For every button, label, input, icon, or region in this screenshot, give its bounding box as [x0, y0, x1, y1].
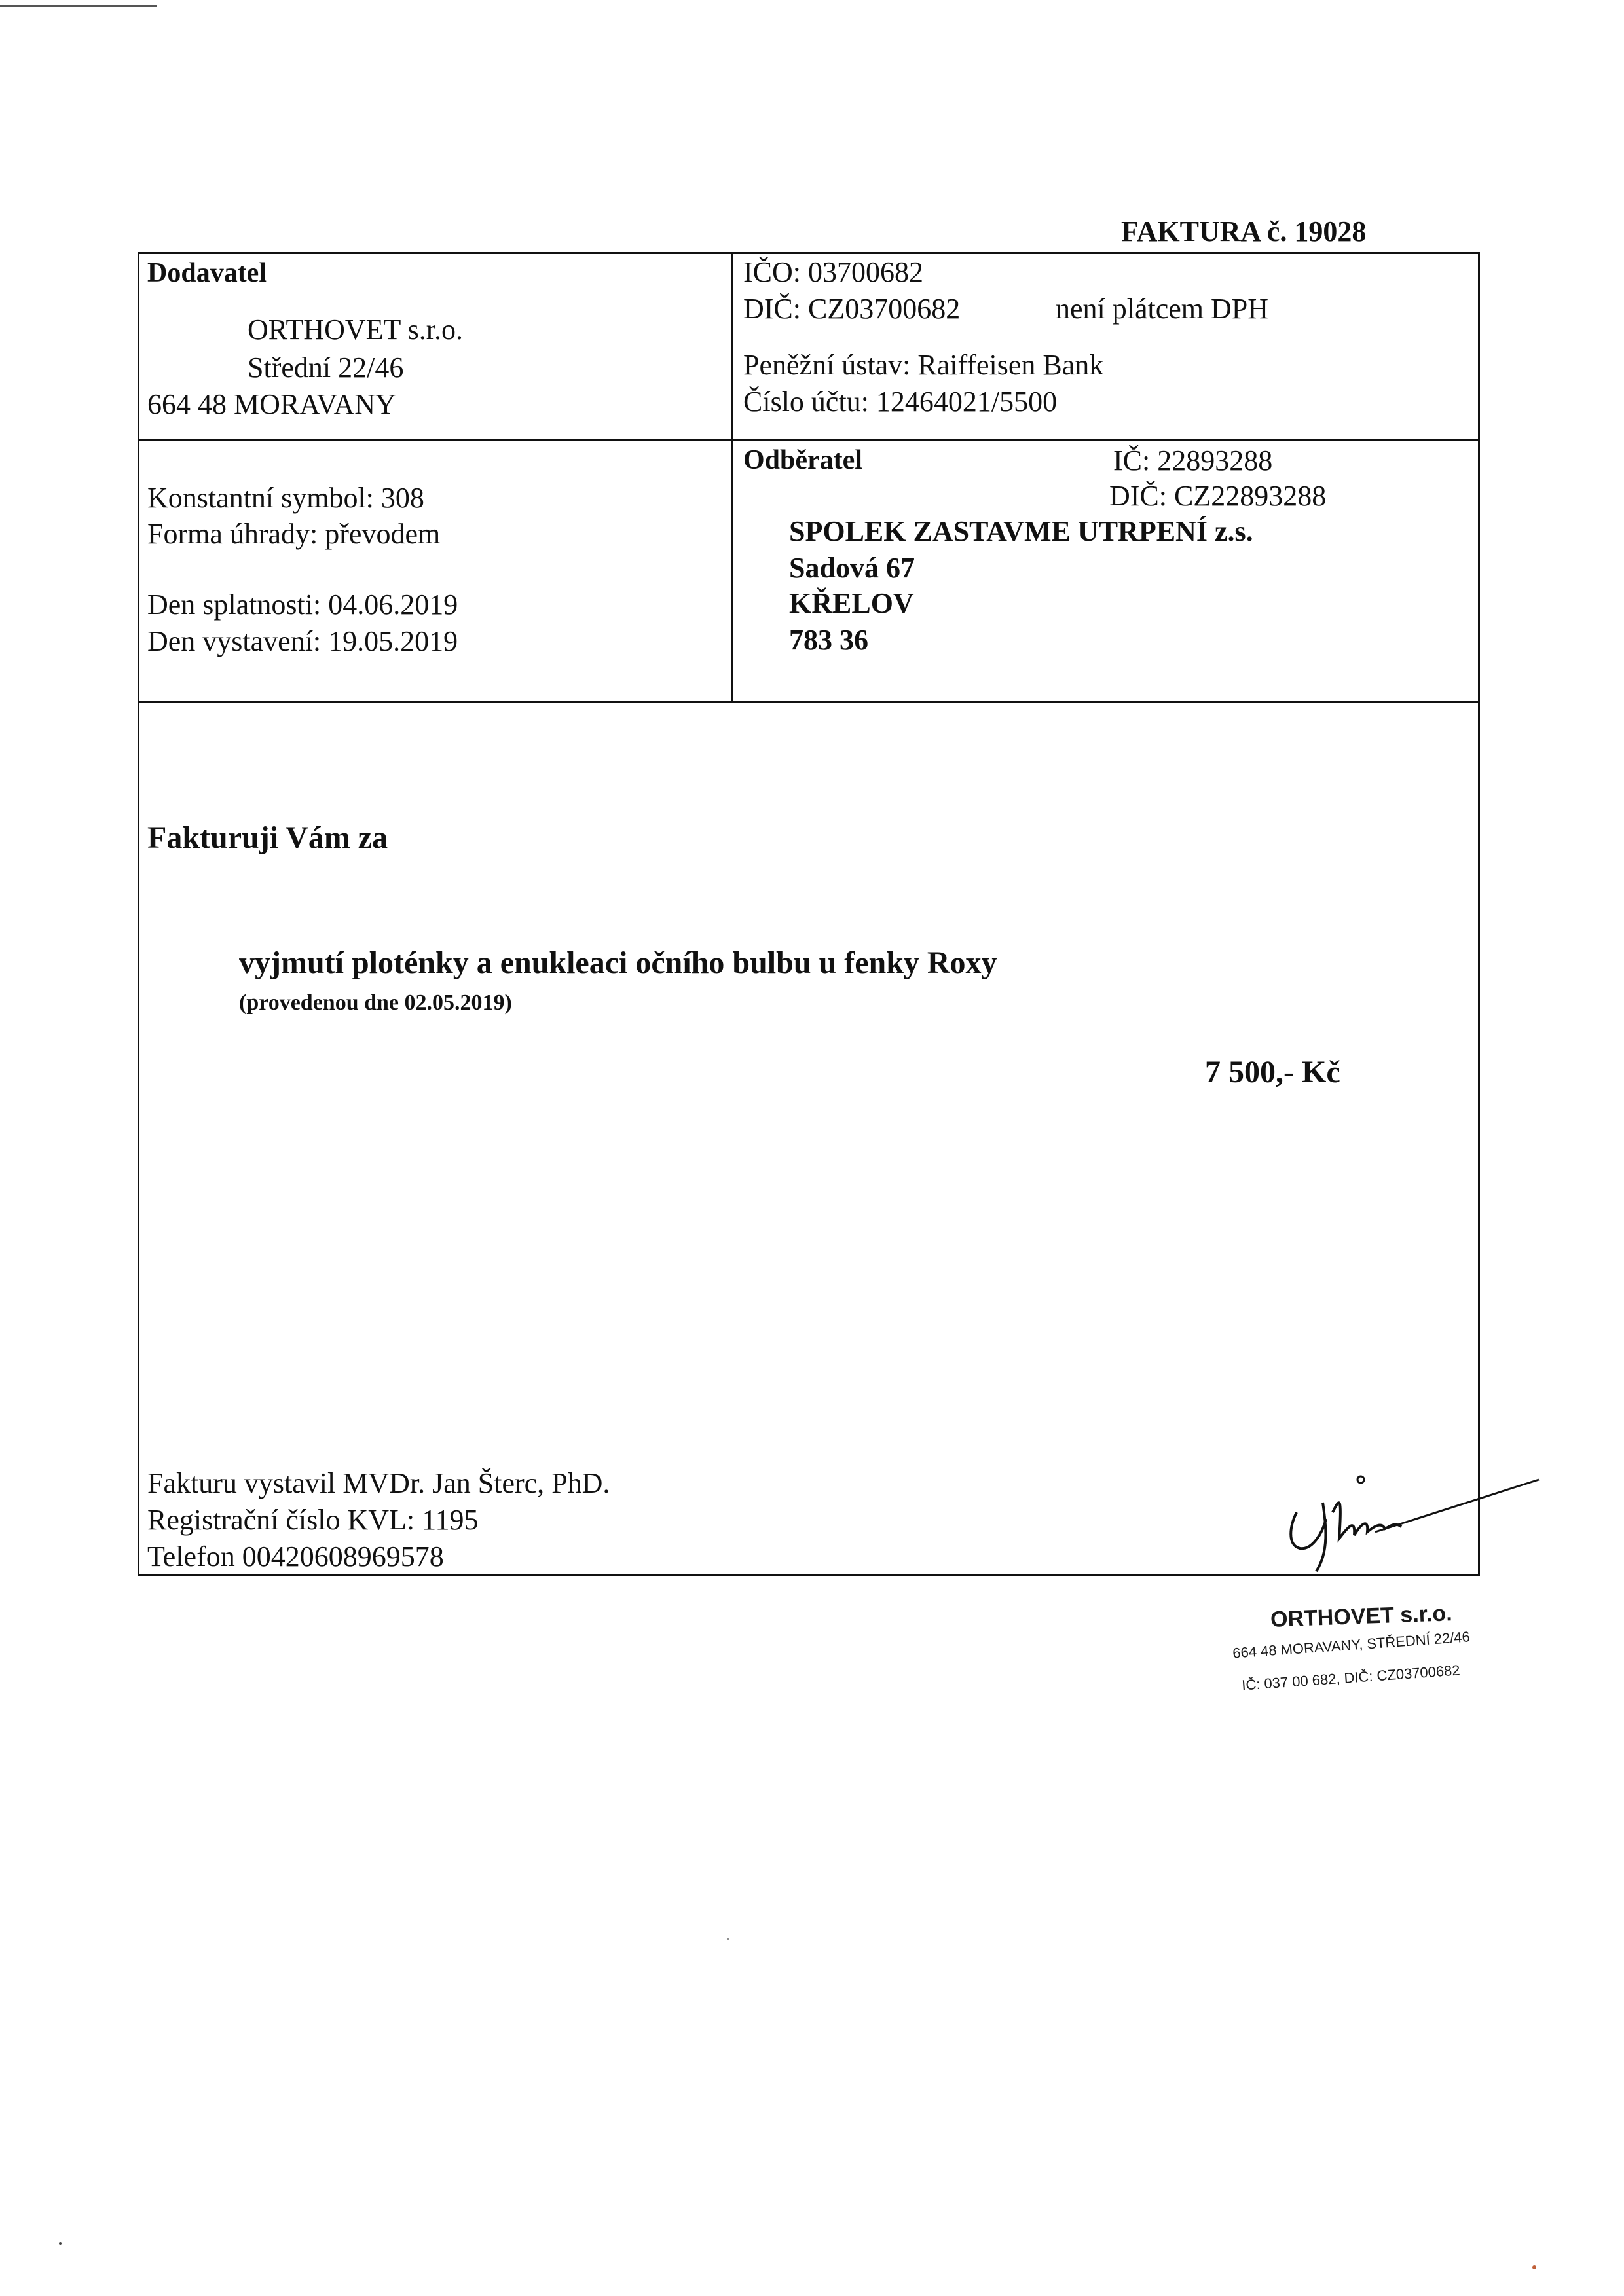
row-divider-1 [138, 439, 1480, 441]
supplier-city: 664 48 MORAVANY [147, 388, 396, 420]
due-date: Den splatnosti: 04.06.2019 [147, 589, 458, 621]
supplier-heading: Dodavatel [147, 258, 267, 288]
account-number: Číslo účtu: 12464021/5500 [743, 386, 1058, 418]
row-divider-2 [138, 701, 1480, 703]
scan-speck [1532, 2265, 1536, 2269]
customer-name: SPOLEK ZASTAVME UTRPENÍ z.s. [789, 515, 1253, 547]
signature-image [1277, 1467, 1552, 1584]
scan-speck [59, 2242, 62, 2245]
supplier-street: Střední 22/46 [248, 352, 404, 384]
column-divider [731, 252, 733, 702]
issued-by: Fakturu vystavil MVDr. Jan Šterc, PhD. [147, 1467, 610, 1499]
vat-note: není plátcem DPH [1056, 293, 1269, 325]
invoice-title: FAKTURA č. 19028 [1121, 215, 1367, 247]
customer-zip: 783 36 [789, 624, 868, 656]
issue-date: Den vystavení: 19.05.2019 [147, 625, 458, 657]
phone: Telefon 00420608969578 [147, 1540, 444, 1573]
bank-name: Peněžní ústav: Raiffeisen Bank [743, 349, 1104, 381]
scan-edge-line [0, 5, 157, 7]
customer-city: KŘELOV [789, 587, 914, 619]
stamp-address: 664 48 MORAVANY, STŘEDNÍ 22/46 [1232, 1628, 1471, 1662]
customer-ic: IČ: 22893288 [1113, 445, 1273, 477]
constant-symbol: Konstantní symbol: 308 [147, 482, 424, 514]
scan-speck [727, 1938, 729, 1940]
customer-heading: Odběratel [743, 445, 862, 475]
supplier-dic: DIČ: CZ03700682 [743, 293, 961, 325]
supplier-ico: IČO: 03700682 [743, 256, 923, 288]
supplier-name: ORTHOVET s.r.o. [248, 314, 463, 346]
stamp-company: ORTHOVET s.r.o. [1270, 1601, 1453, 1632]
invoice-item: vyjmutí ploténky a enukleaci očního bulbu u fenky Roxy [239, 945, 997, 980]
invoice-item-note: (provedenou dne 02.05.2019) [239, 991, 512, 1015]
invoice-intro: Fakturuji Vám za [147, 820, 388, 855]
invoice-amount: 7 500,- Kč [1205, 1055, 1340, 1089]
customer-street: Sadová 67 [789, 552, 915, 584]
payment-method: Forma úhrady: převodem [147, 518, 441, 550]
registration-number: Registrační číslo KVL: 1195 [147, 1504, 479, 1536]
customer-dic: DIČ: CZ22893288 [1109, 480, 1327, 512]
stamp-ids: IČ: 037 00 682, DIČ: CZ03700682 [1241, 1662, 1461, 1694]
